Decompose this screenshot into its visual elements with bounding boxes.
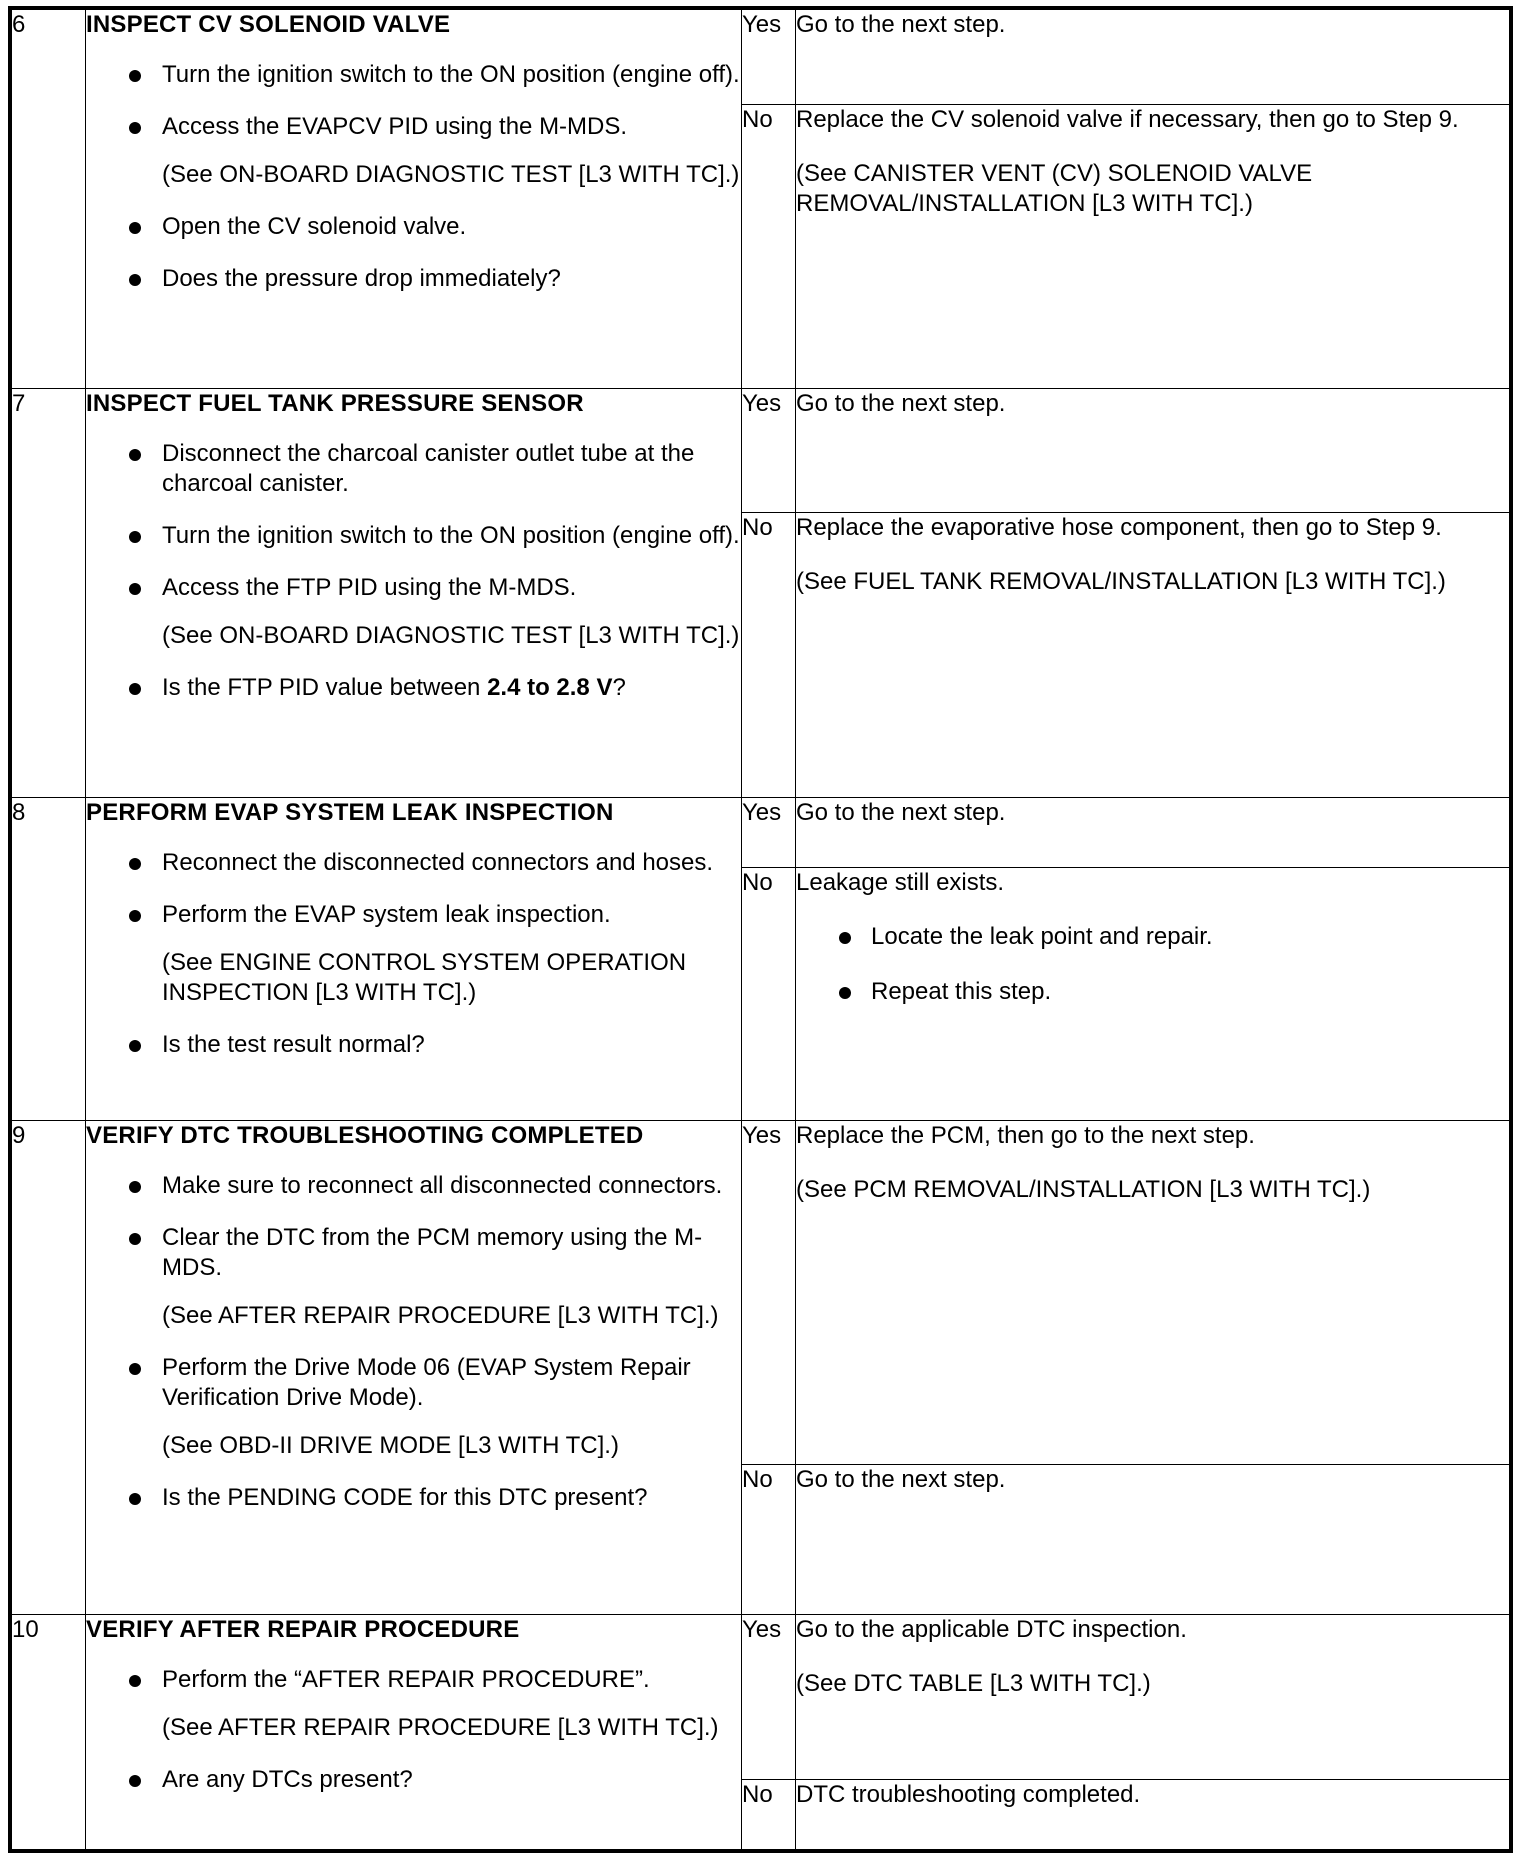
question-mark: ? <box>612 674 626 701</box>
instruction-item: Clear the DTC from the PCM memory using the M-MDS. <box>86 1223 741 1283</box>
reference-note: (See FUEL TANK REMOVAL/INSTALLATION [L3 WITH TC].) <box>796 568 1446 595</box>
step-instructions <box>86 1121 742 1615</box>
no-action <box>796 513 1510 798</box>
diagnostic-table <box>11 9 1510 1850</box>
action-text: Go to the next step. <box>796 1466 1006 1493</box>
action-text: Replace the CV solenoid valve if necessary, then go to Step 9. <box>796 106 1459 133</box>
no-action <box>796 868 1510 1121</box>
instruction-list <box>86 848 741 1060</box>
instruction-item: Perform the EVAP system leak inspection. <box>86 900 741 930</box>
instruction-list <box>86 1665 741 1795</box>
action-text: Go to the next step. <box>796 799 1006 826</box>
reference-note: (See AFTER REPAIR PROCEDURE [L3 WITH TC].) <box>162 1714 719 1741</box>
no-action-list <box>796 922 1509 1007</box>
reference-note: (See ON-BOARD DIAGNOSTIC TEST [L3 WITH TC].) <box>162 622 740 649</box>
instruction-list <box>86 439 741 703</box>
step-6-yes-row <box>12 10 1510 105</box>
instruction-item: Open the CV solenoid valve. <box>86 212 741 242</box>
question-text: Is the FTP PID value between <box>162 674 481 701</box>
step-title: PERFORM EVAP SYSTEM LEAK INSPECTION <box>86 799 614 826</box>
no-label: No <box>742 1465 796 1615</box>
yes-action <box>796 1121 1510 1465</box>
step-title: INSPECT CV SOLENOID VALVE <box>86 11 451 38</box>
instruction-list <box>86 1171 741 1513</box>
action-text: Go to the next step. <box>796 390 1006 417</box>
troubleshooting-sheet <box>8 6 1513 1853</box>
no-label: No <box>742 105 796 389</box>
step-9-yes-row <box>12 1121 1510 1465</box>
no-action <box>796 1465 1510 1615</box>
yes-label: Yes <box>742 798 796 868</box>
instruction-item: Reconnect the disconnected connectors and hoses. <box>86 848 741 878</box>
step-number: 10 <box>12 1615 86 1850</box>
no-action <box>796 105 1510 389</box>
instruction-question: Are any DTCs present? <box>86 1765 741 1795</box>
yes-action <box>796 10 1510 105</box>
step-number: 7 <box>12 389 86 798</box>
yes-label: Yes <box>742 1121 796 1465</box>
step-7-yes-row <box>12 389 1510 513</box>
reference-note: (See CANISTER VENT (CV) SOLENOID VALVE REMOVAL/INSTALLATION [L3 WITH TC].) <box>796 160 1313 217</box>
action-item: Repeat this step. <box>796 977 1509 1007</box>
value-range: 2.4 to 2.8 V <box>487 674 613 701</box>
reference-note: (See DTC TABLE [L3 WITH TC].) <box>796 1670 1151 1697</box>
instruction-question: Is the PENDING CODE for this DTC present? <box>86 1483 741 1513</box>
yes-action <box>796 798 1510 868</box>
instruction-question: Is the test result normal? <box>86 1030 741 1060</box>
action-item: Locate the leak point and repair. <box>796 922 1509 952</box>
step-8-yes-row <box>12 798 1510 868</box>
reference-note: (See ENGINE CONTROL SYSTEM OPERATION INSPECTION [L3 WITH TC].) <box>162 949 687 1006</box>
reference-note: (See ON-BOARD DIAGNOSTIC TEST [L3 WITH TC].) <box>162 161 740 188</box>
instruction-item: Access the FTP PID using the M-MDS. <box>86 573 741 603</box>
no-label: No <box>742 868 796 1121</box>
step-title: VERIFY DTC TROUBLESHOOTING COMPLETED <box>86 1122 644 1149</box>
no-label: No <box>742 513 796 798</box>
instruction-question: Does the pressure drop immediately? <box>86 264 741 294</box>
step-instructions <box>86 10 742 389</box>
step-title: INSPECT FUEL TANK PRESSURE SENSOR <box>86 390 584 417</box>
yes-label: Yes <box>742 1615 796 1780</box>
action-text: Replace the evaporative hose component, then go to Step 9. <box>796 514 1442 541</box>
step-instructions <box>86 798 742 1121</box>
instruction-item: Turn the ignition switch to the ON position (engine off). <box>86 60 741 90</box>
step-title: VERIFY AFTER REPAIR PROCEDURE <box>86 1616 520 1643</box>
no-label: No <box>742 1780 796 1850</box>
instruction-item: Access the EVAPCV PID using the M-MDS. <box>86 112 741 142</box>
action-text: Replace the PCM, then go to the next step. <box>796 1122 1255 1149</box>
yes-label: Yes <box>742 10 796 105</box>
step-10-yes-row <box>12 1615 1510 1780</box>
action-text: Go to the next step. <box>796 11 1006 38</box>
reference-note: (See PCM REMOVAL/INSTALLATION [L3 WITH TC].) <box>796 1176 1371 1203</box>
reference-note: (See OBD-II DRIVE MODE [L3 WITH TC].) <box>162 1432 619 1459</box>
reference-note: (See AFTER REPAIR PROCEDURE [L3 WITH TC].) <box>162 1302 719 1329</box>
instruction-item: Disconnect the charcoal canister outlet tube at the charcoal canister. <box>86 439 741 499</box>
instruction-question <box>86 673 741 703</box>
no-action <box>796 1780 1510 1850</box>
instruction-item: Make sure to reconnect all disconnected connectors. <box>86 1171 741 1201</box>
instruction-list <box>86 60 741 294</box>
step-number: 9 <box>12 1121 86 1615</box>
action-text: Leakage still exists. <box>796 869 1005 896</box>
instruction-item: Perform the “AFTER REPAIR PROCEDURE”. <box>86 1665 741 1695</box>
step-number: 8 <box>12 798 86 1121</box>
yes-action <box>796 389 1510 513</box>
yes-label: Yes <box>742 389 796 513</box>
step-number: 6 <box>12 10 86 389</box>
step-instructions <box>86 1615 742 1850</box>
step-instructions <box>86 389 742 798</box>
instruction-item: Perform the Drive Mode 06 (EVAP System Repair Verification Drive Mode). <box>86 1353 741 1413</box>
action-text: Go to the applicable DTC inspection. <box>796 1616 1187 1643</box>
action-text: DTC troubleshooting completed. <box>796 1781 1141 1808</box>
yes-action <box>796 1615 1510 1780</box>
instruction-item: Turn the ignition switch to the ON position (engine off). <box>86 521 741 551</box>
